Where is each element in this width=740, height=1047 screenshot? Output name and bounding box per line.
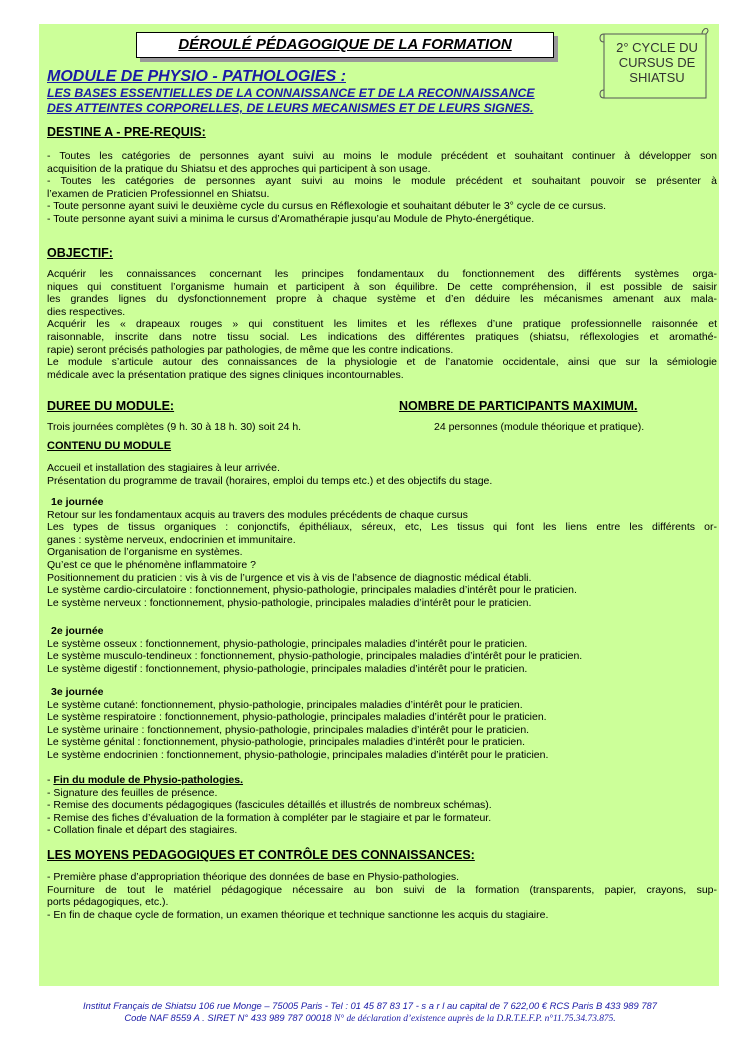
objectif-text <box>47 268 717 381</box>
destine-text <box>47 150 717 226</box>
module-subtitle: DES ATTEINTES CORPORELLES, DE LEURS MECANISMES ET DE LEURS SIGNES. <box>47 101 534 115</box>
text-line: Le système cutané: fonctionnement, physio-pathologie, principales maladies d’intérêt pour le praticien. <box>47 698 523 711</box>
text-line: Qu’est ce que le phénomène inflammatoire ? <box>47 558 256 571</box>
text-line: ganes : système nerveux, endocrinien et immunitaire. <box>47 533 296 546</box>
text-line: acquisition de la pratique du Shiatsu et des approches qui participent à son usage. <box>47 162 431 175</box>
text-line: médicale avec la présentation pratique des signes cliniques incontournables. <box>47 368 404 381</box>
text-line: Retour sur les fondamentaux acquis au travers des modules précédents de chaque cursus <box>47 508 468 521</box>
text-line: Le système cardio-circulatoire : fonctionnement, physio-pathologie, principales maladies d’intérêt pour le praticien. <box>47 584 577 597</box>
text-line: raisonnable, inscrite dans notre tissu social. Les indications des différentes pratiques (shiatsu, réflexologies et aromathé- <box>47 330 717 343</box>
day1-block <box>47 496 717 609</box>
day3-block <box>47 686 717 762</box>
day1-label: 1e journée <box>51 496 104 508</box>
text-line: Accueil et installation des stagiaires à leur arrivée. <box>47 462 280 474</box>
text-line: - En fin de chaque cycle de formation, un examen théorique et technique sanctionne les acquis du stagiaire. <box>47 908 549 921</box>
badge-line: CURSUS DE <box>618 55 696 70</box>
text-line: - Toute personne ayant suivi a minima le cursus d’Aromathérapie jusqu’au Module de Phyto-énergétique. <box>47 212 535 225</box>
cycle-scroll-badge <box>598 28 712 102</box>
day2-block <box>47 625 717 675</box>
text-line: - Toute personne ayant suivi le deuxième cycle du cursus en Réflexologie et souhaitant débuter le 3° cycle de ce cursus. <box>47 200 607 213</box>
day3-label: 3e journée <box>51 686 104 698</box>
moyens-text <box>47 871 717 921</box>
text-line: Le système osseux : fonctionnement, physio-pathologie, principales maladies d’intérêt pour le praticien. <box>47 637 528 650</box>
text-line: Organisation de l’organisme en systèmes. <box>47 546 243 559</box>
participants-heading: NOMBRE DE PARTICIPANTS MAXIMUM. <box>399 399 638 413</box>
scroll-badge-text <box>610 40 704 85</box>
text-line: Le module s’articule autour des connaissances de la physiologie et de l’anatomie occidentale, ainsi que sur la sémiologie <box>47 356 717 369</box>
footer-address: Institut Français de Shiatsu 106 rue Monge – 75005 Paris - Tel : 01 45 87 83 17 - s a r l au capital de 7 622,00 € RCS Paris B 433 989 787 <box>83 1000 657 1011</box>
text-line: Positionnement du praticien : vis à vis de l’urgence et vis à vis de l’absence de diagnostic médical établi. <box>47 571 532 584</box>
text-line: Présentation du programme de travail (horaires, emploi du temps etc.) et des objectifs du stage. <box>47 474 493 487</box>
text-line: les grandes lignes du dysfonctionnement propre à chaque système et d’en déduire les mécanismes amenant aux mala- <box>47 293 717 306</box>
text-line: Le système digestif : fonctionnement, physio-pathologie, principales maladies d’intérêt pour le praticien. <box>47 662 528 675</box>
moyens-heading: LES MOYENS PEDAGOGIQUES ET CONTRÔLE DES CONNAISSANCES: <box>47 848 475 862</box>
text-line: Le système urinaire : fonctionnement, physio-pathologie, principales maladies d’intérêt pour le praticien. <box>47 723 530 736</box>
duree-text: Trois journées complètes (9 h. 30 à 18 h. 30) soit 24 h. <box>47 421 302 433</box>
text-line: Fourniture de tout le matériel pédagogique nécessaire au bon suivi de la formation (transparents, papier, crayons, sup- <box>47 883 717 896</box>
text-line: - Remise des fiches d’évaluation de la formation à compléter par le stagiaire et par le formateur. <box>47 811 492 824</box>
text-line: niques qui constituent l’organisme humain et participent à son équilibre. De cette compréhension, il est possible de saisir <box>47 280 717 293</box>
footer-siret: Code NAF 8559 A . SIRET N° 433 989 787 00018 <box>124 1012 335 1023</box>
destine-heading: DESTINE A - PRE-REQUIS: <box>47 125 206 139</box>
objectif-heading: OBJECTIF: <box>47 246 113 260</box>
text-line: - Toutes les catégories de personnes ayant suivi au moins le module précédent et souhaitant pouvoir se présenter à <box>47 175 717 188</box>
text-line: Acquérir les « drapeaux rouges » qui constituent les limites et les réflexes d’une pratique professionnelle raisonnée et <box>47 318 717 331</box>
fin-prefix: - <box>47 774 54 786</box>
day2-label: 2e journée <box>51 625 104 637</box>
footer-declaration: N° de déclaration d’existence auprès de la D.R.T.E.F.P. n°11.75.34.73.875. <box>334 1014 616 1024</box>
module-subtitle: LES BASES ESSENTIELLES DE LA CONNAISSANCE ET DE LA RECONNAISSANCE <box>47 86 535 100</box>
text-line: - Remise des documents pédagogiques (fascicules détaillés et illustrés de nombreux schémas). <box>47 799 492 812</box>
fin-heading-line <box>47 774 717 787</box>
text-line: l’examen de Praticien Professionnel en Shiatsu. <box>47 187 270 200</box>
badge-line: 2° CYCLE DU <box>616 40 698 55</box>
text-line: - Signature des feuilles de présence. <box>47 786 218 799</box>
module-title: MODULE DE PHYSIO - PATHOLOGIES : <box>47 68 346 85</box>
text-line: Le système respiratoire : fonctionnement, physio-pathologie, principales maladies d’intérêt pour le praticien. <box>47 711 547 724</box>
contenu-intro <box>47 462 717 487</box>
text-line: Le système nerveux : fonctionnement, physio-pathologie, principales maladies d’intérêt pour le praticien. <box>47 596 532 609</box>
page-title: DÉROULÉ PÉDAGOGIQUE DE LA FORMATION <box>136 32 554 58</box>
text-line: ports pédagogiques, etc.). <box>47 896 169 909</box>
text-line: Acquérir les connaissances concernant les principes fondamentaux du fonctionnement des différents systèmes orga- <box>47 268 717 280</box>
footer-legal <box>0 1012 740 1024</box>
text-line: rapie) seront précisés pathologies par pathologies, de même que les contre indications. <box>47 343 454 356</box>
fin-block <box>47 774 717 837</box>
text-line: - Collation finale et départ des stagiaires. <box>47 824 238 837</box>
contenu-heading: CONTENU DU MODULE <box>47 440 172 452</box>
text-line: Le système génital : fonctionnement, physio-pathologie, principales maladies d’intérêt pour le praticien. <box>47 736 526 749</box>
fin-heading: Fin du module de Physio-pathologies. <box>53 774 244 786</box>
text-line: Les types de tissus organiques : conjonctifs, épithéliaux, séreux, etc, Les tissus qui font les liens entre les différents or- <box>47 521 717 534</box>
duree-heading: DUREE DU MODULE: <box>47 399 175 413</box>
participants-text: 24 personnes (module théorique et pratique). <box>434 421 645 433</box>
text-line: - Première phase d’appropriation théorique des données de base en Physio-pathologies. <box>47 871 460 883</box>
text-line: Le système endocrinien : fonctionnement, physio-pathologie, principales maladies d’intérêt pour le praticien. <box>47 748 549 761</box>
text-line: Le système musculo-tendineux : fonctionnement, physio-pathologie, principales maladies d’intérêt pour le praticien. <box>47 650 583 663</box>
badge-line: SHIATSU <box>629 70 685 85</box>
text-line: dies respectives. <box>47 305 126 318</box>
text-line: - Toutes les catégories de personnes ayant suivi au moins le module précédent et souhaitant continuer à développer son <box>47 150 717 162</box>
